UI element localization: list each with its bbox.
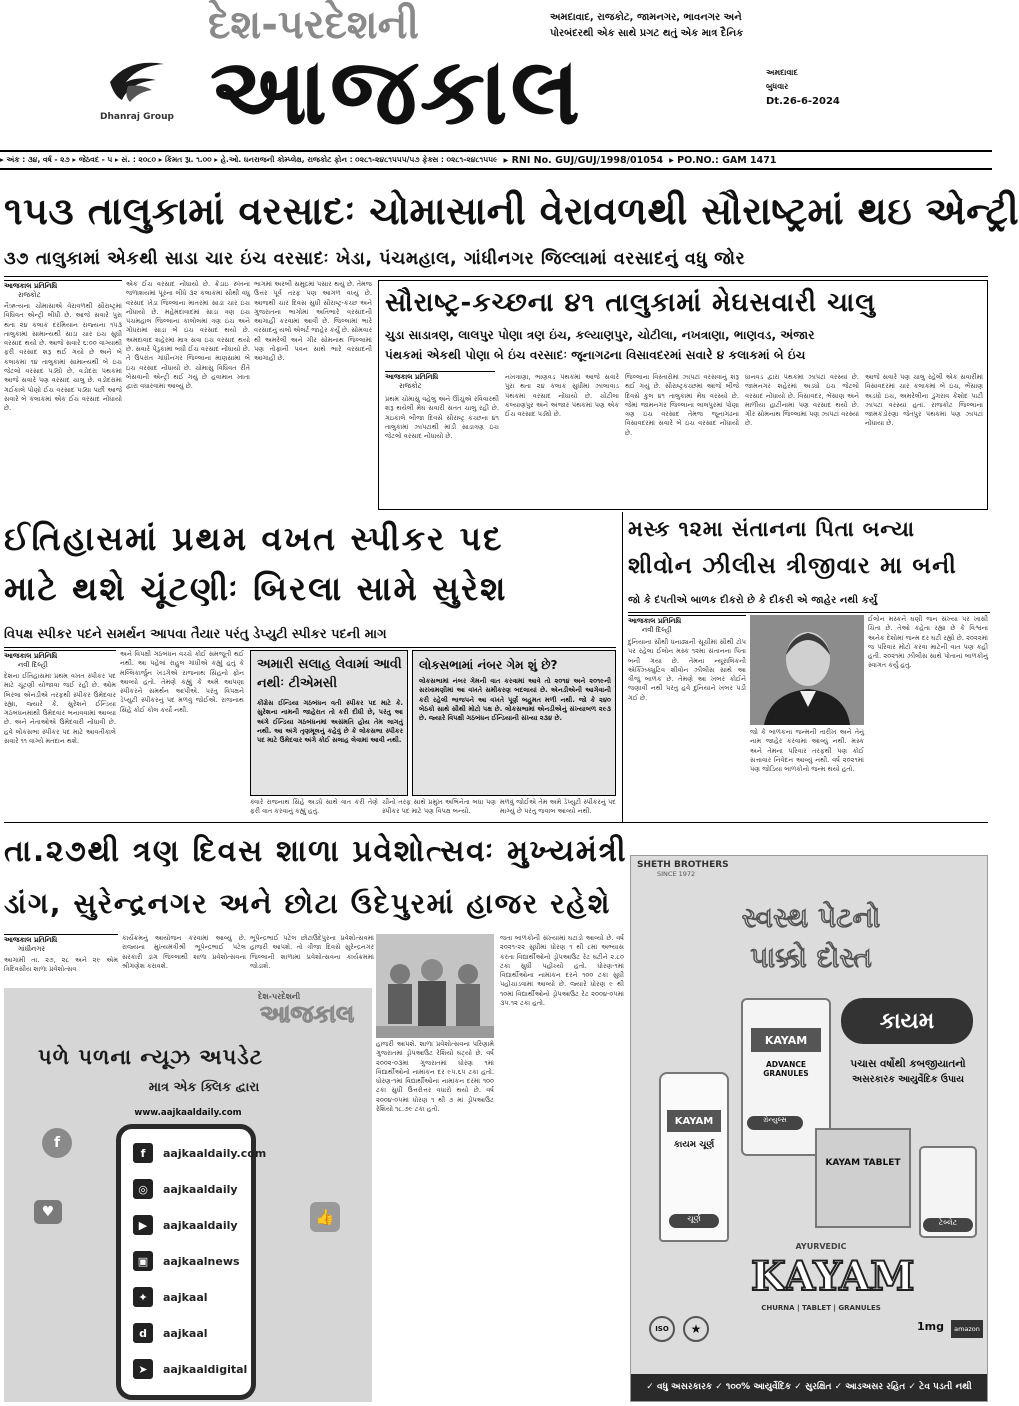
kayam-headline-2: પાક્કો દોસ્ત bbox=[750, 941, 872, 974]
sheth-brothers-logo bbox=[637, 860, 757, 884]
lead-byline: આજકાલ પ્રતિનિધિ bbox=[4, 280, 122, 291]
musk-photo bbox=[750, 615, 864, 725]
infobar bbox=[0, 152, 992, 168]
school-byline: આજકાલ પ્રતિનિધિ bbox=[4, 934, 118, 945]
news-update-ad bbox=[4, 988, 372, 1402]
social-link-label: aajkaaldaily bbox=[163, 1182, 238, 1196]
school-col1: આગામી તા. ૨૭, ૨૮ અને ૨૯ એમ ત્રિદિવસીય શાળા પ્રવેશોત્સવ bbox=[4, 956, 118, 974]
school-col2: કાર્યક્રમનું આયોજન કરવામાં આવ્યું છે. રાજ્યના મુખ્યમંત્રીશ્રી ભૂપેન્દ્રભાઈ પટેલ સરકારી ડાંગ જિલ્લાથી શાળા પ્રવેશોત્સવના શ્રીગણેશ કરાવશે. bbox=[122, 934, 246, 970]
saurashtra-byline: આજકાલ પ્રતિનિધિ bbox=[385, 371, 495, 382]
musk-headline-1: મસ્ક ૧૨મા સંતાનના પિતા બન્યા bbox=[628, 517, 915, 541]
edition-date: Dt.26-6-2024 bbox=[766, 96, 840, 107]
speaker-numbers-box bbox=[412, 650, 616, 796]
saurashtra-sub2: પંથકમાં એકથી પોણા બે ઇંચ વરસાદઃ જૂનાગઢના વિસાવદરમાં સવારે ૪ કલાકમાં બે ઇંચ bbox=[385, 348, 806, 362]
news-ad-links bbox=[133, 1139, 267, 1391]
social-link-label: aajkaalnews bbox=[163, 1254, 240, 1268]
lead-subhead: ૩૭ તાલુકામાં એકથી સાડા ચાર ઇંચ વરસાદઃ ખેડા, પંચમહાલ, ગાંધીનગર જિલ્લામાં વરસાદનું વધુ જોર bbox=[4, 249, 746, 269]
speaker-col1: દેશના ઈતિહાસમાં પ્રથમ વખત સ્પીકર પદ માટે ચૂંટણી યોજાવા જઈ રહી છે. ઓમ બિરલા એનડીએ તરફથી સ્પીકર ઉમેદવાર રહ્યા, જ્યારે કે. સુરેશને ઈન્ડિયા ગઠબંધનમાંથી ઉમેદવાર બનાવવામાં આવ્યા છે. અને નેતાઓએ ઉમેદવારી નોંધાવી છે. હવે લોકસભા સ્પીકર પદ માટે આવતીકાલે સવારે ૧૧ વાગ્યે મતદાન થશે. bbox=[4, 672, 116, 746]
editions-line1: અમદાવાદ, રાજકોટ, જામનગર, ભાવનગર અને bbox=[550, 12, 742, 23]
column-divider bbox=[622, 512, 623, 822]
lead-place: રાજકોટ bbox=[18, 291, 41, 299]
telegram-icon: ➤ bbox=[133, 1359, 153, 1379]
speaker-quote-title: અમારી સલાહ લેવામાં આવી નથીઃ ટીએમસી bbox=[257, 657, 402, 691]
kayam-tablet-box bbox=[815, 1128, 911, 1228]
iso-badge-icon: ISO bbox=[649, 1316, 675, 1342]
speaker-subhead: વિપક્ષ સ્પીકર પદને સમર્થન આપવા તૈયાર પરંતુ ડેપ્યુટી સ્પીકર પદની માગ bbox=[4, 627, 387, 642]
lead-headline: ૧૫૩ તાલુકામાં વરસાદઃ ચોમાસાની વેરાવળથી સૌરાષ્ટ્રમાં થઇ એન્ટ્રી bbox=[4, 189, 1019, 233]
saurashtra-col5: આજે સવારે પણ ચાલુ રહેલી એક સવારીમાં વિસાવદરમાં ચાર કલાકમાં બે ઇંચ, ભેંસાણ અડધો ઇંચ, અમરેલીના ડુંગરાવ કેશોદ પાટી ઝાપટાં વરસ્યાં હતાં. રાજકોટ જિલ્લાના જામકંડોરણા જેતપુર પંથકમાં પણ ઝાપટાં નોંધાયા છે. bbox=[865, 373, 983, 428]
kayam-product-badge bbox=[841, 998, 973, 1044]
news-icon: ▣ bbox=[133, 1251, 153, 1271]
saurashtra-place: રાજકોટ bbox=[399, 382, 422, 390]
social-link-row[interactable] bbox=[133, 1355, 248, 1383]
social-link-label: aajkaaldaily bbox=[163, 1218, 238, 1232]
school-place: ગાંધીનગર bbox=[18, 945, 45, 953]
speaker-tail-3: મળવું જોઈએ તેમ અમે ડેપ્યુટી સ્પીકરનું પદ માગ્યું છે પરંતુ જવાબ આવ્યો નથી. bbox=[500, 798, 616, 816]
saurashtra-box bbox=[378, 280, 988, 510]
speaker-quote-box bbox=[250, 650, 408, 796]
speaker-tail-2: ચીનો તરફ સાથે પ્રમુખ અભિનેતા બધા પણ સ્પીકર પદ માટે પણ વિપક્ષ બન્યો. bbox=[382, 798, 496, 816]
social-link-row[interactable] bbox=[133, 1211, 243, 1239]
saurashtra-col3: જિલ્લાના વિસ્તારોમાં ઝાપટાં વરસવાનું શરૂ થઈ ગયું છે. સૌરાષ્ટ્રકચ્છમાં આજે બીજે દિવસે કુલ ૪૧ તાલુકામાં મેઘ વરસ્યો છે. જેમાં જામનગર જિલ્લાના લાલપુરમાં પોણા ત્રણ ઇંચ વરસાદ તેમજ જૂનાગઢના વિસાવદરમાં સવારે બે ઇંચ વરસાદ નોંધાયો છે. bbox=[625, 373, 739, 437]
issue-details: ▸ અંક : ૩૪, વર્ષ - ૨૭ ▸ જેઠવદ - ૫ ▸ સં. : ૨૦૮૦ ▸ કિંમત રૂા. ૧.૦૦ ▸ હે.ઓ. ધનરાજની કોમ્પ્લેક્ષ, રાજકોટ ફોન : ૦૨૮૧-૨૪૮૧૫૫૫/૫૭ ફેક્સ : ૦૨૮૧-૨૪૮૧૫૫૯ bbox=[0, 155, 498, 164]
youtube-icon: ▶ bbox=[133, 1215, 153, 1235]
social-link-label: aajkaal bbox=[163, 1290, 208, 1304]
kayam-footer: ✓ વધુ અસરકારક ✓ ૧૦૦% આયુર્વેદિક ✓ સુરક્ષિત ✓ આડઅસર રહિત ✓ ટેવ પડતી નથી bbox=[631, 1374, 987, 1401]
lead-divider bbox=[4, 276, 988, 277]
saurashtra-sub1: ચુડા સાડાત્રણ, લાલપુર પોણા ત્રણ ઇંચ, કલ્યાણપુર, ચોટીલા, નખત્રાણા, ભાણવડ, અંજાર bbox=[385, 328, 815, 342]
school-photo bbox=[376, 934, 494, 1038]
brand-name: Dhanraj Group bbox=[100, 112, 174, 122]
granules-tag: ગ્રેન્યુલ્સ bbox=[747, 1116, 803, 1130]
kayam-logo: KAYAM bbox=[751, 1253, 915, 1300]
news-ad-tagline: પળે પળના ન્યૂઝ અપડેટ bbox=[38, 1045, 264, 1069]
musk-headline-2: શીવોન ઝીલીસ ત્રીજીવાર મા બની bbox=[628, 553, 957, 579]
1mg-logo-icon: 1mg bbox=[917, 1320, 944, 1333]
musk-col1: દુનિયાના સૌથી ધનાઢ્યની સૂચીમાં સૌથી ટોપ પર રહેલા ઈલોન મસ્ક ૧૨મા સંતાનના પિતા બની ગયા છે. તેમના ન્યૂરાલિંકની એક્ઝિક્યુટિવ શીવોન ઝીલીસ સાથે આ ત્રીજું બાળક છે. તેમણે આ ખબર કોઈને જણાવી નથી પરંતુ હવે દુનિયાને ખબર પડી ગઈ છે. bbox=[628, 638, 746, 702]
quality-badge-icon: ★ bbox=[683, 1316, 709, 1342]
heart-icon: ♥ bbox=[34, 1200, 62, 1224]
school-headline-2: ડાંગ, સુરેન્દ્રનગર અને છોટા ઉદેપુરમાં હાજર રહેશે bbox=[4, 887, 611, 920]
news-ad-logo-sub: દેશ-પરદેશની bbox=[258, 992, 301, 1001]
sheth-brothers-brand: SHETH BROTHERS bbox=[637, 860, 729, 870]
kayam-tablet-bottle bbox=[919, 1146, 977, 1238]
lead-col2: એક ઈંચ વરસાદ નોંધાયો છે. ક્રેડાઇ રુખના જળાશયમાં પૂરના લીધે ૩૨ કલાકમાં સૌથી વધુ વરસાદ ખેડા જિલ્લાના માતરમાં સાડા ચાર ઇંચ નોંધાયો છે. મહેમદાવાદમાં સાડા ત્રણ ઇંચ પંચમહાલ જિલ્લાના કાલોલમાં ત્રણ ઇંચ અને ગોધરામાં સાડા બે ઇંચ વરસાદ થયો છે. અમદાવાદ શહેરમાં માત્ર સવા ઇંચ વરસાદ થયો છે. સવારે પેંડુકામાં બધી ઈંચ વરસાદ નોંધાયો છે. તે ઉપરાંત ગાંધીનગર જિલ્લાના માણસામાં બે ઇંચ વરસાદ નોંધાયો છે. ચોમાસુ વિધિવત રીતે બેસવાની એન્ટ્રી થઈ ગયું છે હવામાન ખાતા દ્વારા વધારવામાં આવ્યું છે. bbox=[126, 280, 250, 391]
dhanraj-logo-icon bbox=[108, 56, 170, 108]
speaker-byline: આજકાલ પ્રતિનિધિ bbox=[4, 650, 116, 661]
twitter-icon: ✦ bbox=[133, 1287, 153, 1307]
social-link-row[interactable] bbox=[133, 1283, 243, 1311]
speaker-headline-1: ઈતિહાસમાં પ્રથમ વખત સ્પીકર પદ bbox=[4, 519, 504, 558]
school-col4: હાજરી આપશે. શાળા પ્રવેશોત્સવના પરિણામે ગુજરાતમાં ડ્રોપઆઉટ રેશિયો ઘટ્યો છે. વર્ષ ૨૦૦૨-૦૩માં ગુજરાતમાં ધોરણ ૧માં વિદ્યાર્થીઓનો નામાંકન દર ૯૫.૬૫ ટકા હતો. ધોરણ-૧માં વિદ્યાર્થીઓના નામાંકન દરમાં ૧૦૦ ટકા સુધી ઉત્તરોત્તર વધારો થયો છે. વર્ષ ૨૦૦૪-૦૫માં ધોરણ ૧ થી ૭ માં ડ્રોપઆઉટ રેશિયો ૧૮.૭૯ ટકા હતો. bbox=[376, 1040, 494, 1114]
kayam-churna-label: કાયમ ચૂર્ણ bbox=[673, 1140, 715, 1150]
instagram-icon: ◎ bbox=[133, 1179, 153, 1199]
school-headline-1: તા.૨૭થી ત્રણ દિવસ શાળા પ્રવેશોત્સવઃ મુખ્યમંત્રી bbox=[4, 834, 628, 869]
social-bubble-icon: f bbox=[42, 1128, 72, 1158]
musk-col1b: જો કે બાળકના જન્મની તારીખ અને તેનું નામ જાહેર કરવામાં આવ્યું નથી. મસ્ક અને તેમના પરિવાર તરફથી પણ કોઈ સત્તાવાર નિવેદન આવ્યું નથી. વર્ષ ૨૦૨૧માં પણ જોડિયા બાળકોનો જન્મ થયો હતો. bbox=[750, 728, 864, 774]
saurashtra-col2: નખત્રાણા, ભાણવડ પંથકમાં આજે સવારે પુરા થતા ૨૪ કલાક સુધીમાં ઝાલાવાડ પંથકમાં વરસાદ નોંધાયો છે. ચોટીલા કલ્યાણપુર અને અંજાર પંથકમાં પણ એક ઈંચ વરસાદ પડ્યો છે. bbox=[505, 373, 619, 419]
news-ad-sub: માત્ર એક ક્લિક દ્વારા bbox=[148, 1080, 260, 1095]
news-ad-phone bbox=[116, 1124, 267, 1400]
musk-col2: ઈલોન મસ્કને ઘણી જન સંખ્યા પર ખાસી ચિંતા છે. તેઓ કહેતા રહ્યા છે કે વિશ્વના અનેક દેશોમાં જન્મ દર ઘટી રહ્યો છે. ૨૦૨૨માં જ પરિવાર મોટો કરવા માટેની વાત પણ કહી હતી. ૨૦૨૧માં ઝીલીસ સાથે પોતાનાં બાળકોનું સ્વાગત કર્યું હતું. bbox=[868, 615, 988, 670]
speaker-numbers-body: લોકસભામાં નંબર ગેમની વાત કરવામાં આવે તો ૨૦૧૪ અને ૨૦૧૯ની સરખામણીમાં આ વખતે સમીકરણ બદલાયાં છે. એનડીએની આગેવાની કરી રહેલી ભાજપને આ વખતે પૂર્ણ બહુમત મળી નથી. જો કે ૨૪૦ બેઠકો સાથે સૌથી મોટો પક્ષ છે. લોકસભામાં એનડીએનું સંખ્યાબળ ૨૯૩ છે. જ્યારે વિપક્ષી ગઠબંધન ઈન્ડિયાની સંખ્યા ૨૩૪ છે. bbox=[419, 677, 611, 723]
editions-line2: પોરબંદરથી એક સાથે પ્રગટ થતું એક માત્ર દૈનિક bbox=[550, 28, 744, 39]
speaker-divider bbox=[4, 647, 616, 648]
speaker-headline-2: માટે થશે ચૂંટણીઃ બિરલા સામે સુરેશ bbox=[4, 569, 508, 608]
kayam-headline-1: સ્વસ્થ પેટનો bbox=[741, 901, 881, 934]
speaker-place: નવી દિલ્હી bbox=[18, 661, 48, 669]
news-ad-logo: આજકાલ bbox=[260, 1000, 355, 1028]
social-link-row[interactable] bbox=[133, 1247, 243, 1275]
social-link-label: aajkaal bbox=[163, 1326, 208, 1340]
edition-city: અમદાવાદ bbox=[766, 68, 798, 77]
rni-number: ▸ RNI No. GUJ/GUJ/1998/01054 bbox=[503, 154, 664, 166]
lead-col1: નૈઋત્યના ચોમાસાએ વેરાવળથી સૌરાષ્ટ્રમાં વિધિવત એન્ટ્રી લીધી છે. આજે સવારે પુરા થતા ૨૪ કલાક દરમિયાન રાજ્યના ૧૫૩ તાલુકામાં સામાન્યથી સાડા ચાર ઇંચ સુધી વરસાદ થયો છે. આજે સવારે ૬:૦૦ વાગ્યાથી ફરી વરસાદ શરૂ થઈ ગયો છે અને બે કલાકમાં ૧૪ તાલુકામાં સામાન્યથી બે ઇંચ જેટલો વરસાદ પડ્યો છે. વડોદરા પંથકમાં આજે સવારે પણ વરસાદ ચાલુ છે. વડોદરામાં ગઈકાલે પોણો ઈંચ વરસાદ પડ્યા પછી આજે સવારે બે કલાકમાં એક ઈંચ વરસાદ નોંધાયો છે. bbox=[4, 302, 122, 413]
masthead-subtitle: દેશ-પરદેશની bbox=[208, 2, 419, 48]
musk-divider bbox=[628, 612, 990, 613]
social-link-row[interactable] bbox=[133, 1319, 243, 1347]
masthead-title: આજકાલ bbox=[210, 38, 584, 145]
kayam-product-name: કાયમ bbox=[879, 1008, 935, 1034]
speaker-col2: અને વિપક્ષી ગઠબંધન વચ્ચે કોઈ સમજૂતી થઈ નથી. આ પહેલાં રાહુલ ગાંધીએ કહ્યું હતું કે મલ્લિકાર્જુન ખડગેએ રાજનાથ સિંહનો ફોન આવ્યો હતો. તેમણે કહ્યું કે અમે આપણા સ્પીકરને સમર્થન આપીએ. પરંતુ વિપક્ષને ડેપ્યુટી સ્પીકરનું પદ મળવું જોઈએ. રાજનાથ સિંહે કોઈ કોલ કર્યો નથી. bbox=[120, 650, 244, 714]
tablet-tag: ટેબ્લેટ bbox=[923, 1218, 973, 1232]
kayam-granules-label: ADVANCE GRANULES bbox=[763, 1060, 809, 1078]
school-col3: ભૂપેન્દ્રભાઈ પટેલ છોટાઉદેપુરના પ્રવેશોત્સવમાં હાજરી આપશે. તો ત્રીજા દિવસે સુરેન્દ્રનગર જિલ્લાની શાળામાં પ્રવેશોત્સવના કાર્યક્રમમાં જોડાશે. bbox=[250, 934, 374, 970]
edition-day: બુધવાર bbox=[766, 82, 789, 91]
kayam-ayurvedic-label: AYURVEDIC bbox=[795, 1242, 847, 1251]
like-icon: 👍 bbox=[310, 1202, 340, 1232]
dailyhunt-icon: d bbox=[133, 1323, 153, 1343]
amazon-logo-icon: amazon bbox=[951, 1320, 983, 1338]
kayam-forms: CHURNA | TABLET | GRANULES bbox=[761, 1304, 881, 1312]
speaker-quote-body: કોંગ્રેસ ઈન્ડિયા ગઠબંધન વતી સ્પીકર પદ માટે કે. સુરેશના નામની જાહેરાત તો કરી દીધી છે, પરંતુ આ અંગે ઈન્ડિયા ગઠબંધનમાં અસંમતિ હોય તેમ લાગતું નથી. આ અંગે તૃણમૂલનું કહેવું છે કે લોકસભા સ્પીકર પદ માટે ઉમેદવાર અંગે કોઈ સલાહ લેવામાં આવી નથી. bbox=[257, 699, 403, 745]
churna-tag: ચૂર્ણ bbox=[669, 1214, 719, 1228]
speaker-tail-1: ક્વારે રાજનાથ સિંહે અડધે સાથે વાત કરી તેણે ફરી વાત કરવાનું કહ્યું હતું. bbox=[250, 798, 378, 816]
musk-subhead: જો કે દંપતીએ બાળક દીકરો છે કે દીકરી એ જાહેર નથી કર્યું bbox=[628, 595, 878, 606]
kayam-ad bbox=[630, 855, 988, 1402]
po-number: ▸ PO.NO.: GAM 1471 bbox=[669, 154, 777, 166]
saurashtra-col1: પ્રથમ ચોમાસું વહેલું અને ઊંચુંએ રવિવારથી શરૂ થયેલી મેઘ સવારી સતત ચાલુ રહી છે. ગઇકાલે બીજા દિવસે સૌરાષ્ટ્ર કચ્છના ૪૧ તાલુકામાં ઝાપટાથી માંડી સાડાત્રણ ઇંચ જેટલો વરસાદ નોંધાયો છે. bbox=[385, 395, 499, 441]
social-link-row[interactable] bbox=[133, 1175, 243, 1203]
facebook-icon: f bbox=[133, 1143, 153, 1163]
mid-page-rule bbox=[4, 822, 988, 823]
kayam-churna-bottle: KAYAM કાયમ ચૂર્ણ ચૂર્ણ bbox=[659, 1072, 729, 1242]
social-link-row[interactable] bbox=[133, 1139, 267, 1167]
kayam-desc-1: પચાસ વર્ષોથી કબજીયાતનો bbox=[850, 1058, 966, 1070]
speaker-numbers-title: લોકસભામાં નંબર ગેમ શું છે? bbox=[419, 658, 558, 672]
kayam-desc-2: અસરકારક આયુર્વેદિક ઉપાય bbox=[852, 1074, 964, 1085]
social-link-label: aajkaaldigital bbox=[163, 1362, 248, 1376]
musk-byline: આજકાલ પ્રતિનિધિ bbox=[628, 615, 746, 626]
masthead bbox=[0, 0, 992, 150]
saurashtra-col4: ધાનવડ દ્વારા પંથકમાં ઝાપટાં વરસ્યાં છે. જામનગર શહેરમાં અડધો ઇંચ જેટલો વરસાદ નોંધાયો છે. વિસાવદર, ભેંસાણ અને માળીયા હાટીનામાં પણ વરસાદ થયો છે. ગીર સોમનાથ જિલ્લામાં પણ ઝાપટાં વરસ્યાં છે. bbox=[745, 373, 859, 428]
kayam-tablet-label: KAYAM TABLET bbox=[825, 1158, 901, 1168]
sheth-brothers-since: SINCE 1972 bbox=[657, 870, 696, 878]
kayam-granules-jar: KAYAM ADVANCE GRANULES ગ્રેન્યુલ્સ bbox=[741, 998, 831, 1156]
saurashtra-headline: સૌરાષ્ટ્ર-કચ્છના ૪૧ તાલુકામાં મેઘસવારી ચાલુ bbox=[385, 288, 876, 318]
infobar-bottom-rule bbox=[0, 168, 992, 170]
musk-place: નવી દિલ્હી bbox=[642, 626, 672, 634]
news-ad-url[interactable]: www.aajkaaldaily.com bbox=[134, 1108, 242, 1118]
lead-col3: ભાગમાં અરબી સમુદ્રમાં પસાર થયું છે. તેમજ ઉત્તર પૂર્વ તરફ પણ આગળ વધ્યું છે. આજથી ચાર દિવસ સુધી સૌરાષ્ટ્ર-કચ્છ અને ગુજરાતના ભાગોમાં અતિભારે વરસાદની આગાહી કરવામાં આવી છે. જિલ્લામાં ભારે વરસાદનું યલો એલર્ટ જાહેર કર્યું છે. સોમવાર થી અમરેલી અને ગીર સોમનાથ જિલ્લામાં પણ તોફાની પવન સાથે ભારે વરસાદની આગાહી છે. bbox=[254, 280, 372, 363]
social-link-label: aajkaaldaily.com bbox=[163, 1146, 267, 1160]
school-col5: જતા બાળકોની સંખ્યામાં ઘટાડો આવ્યો છે. વર્ષ ૨૦૨૧-૨૨ સુધીમાં ધોરણ ૧ થી ૮માં અભ્યાસ કરતા વિદ્યાર્થીઓનો ડ્રોપઆઉટ રેટ ઘટીને ૨.૮૦ ટકા સુધી પહોંચ્યો હતો. ધોરણ-૧માં વિદ્યાર્થીઓના નામાંકન દરને ૧૦૦ ટકા સુધી પહોંચાડવામાં આવ્યો છે. જ્યારે ધોરણ ૯ થી ૧૦માં વિદ્યાર્થીઓનો ડ્રોપઆઉટ રેટ ૨૦૦૪-૦૫માં ૩૫.૧૨ ટકા હતો. bbox=[500, 934, 624, 1008]
